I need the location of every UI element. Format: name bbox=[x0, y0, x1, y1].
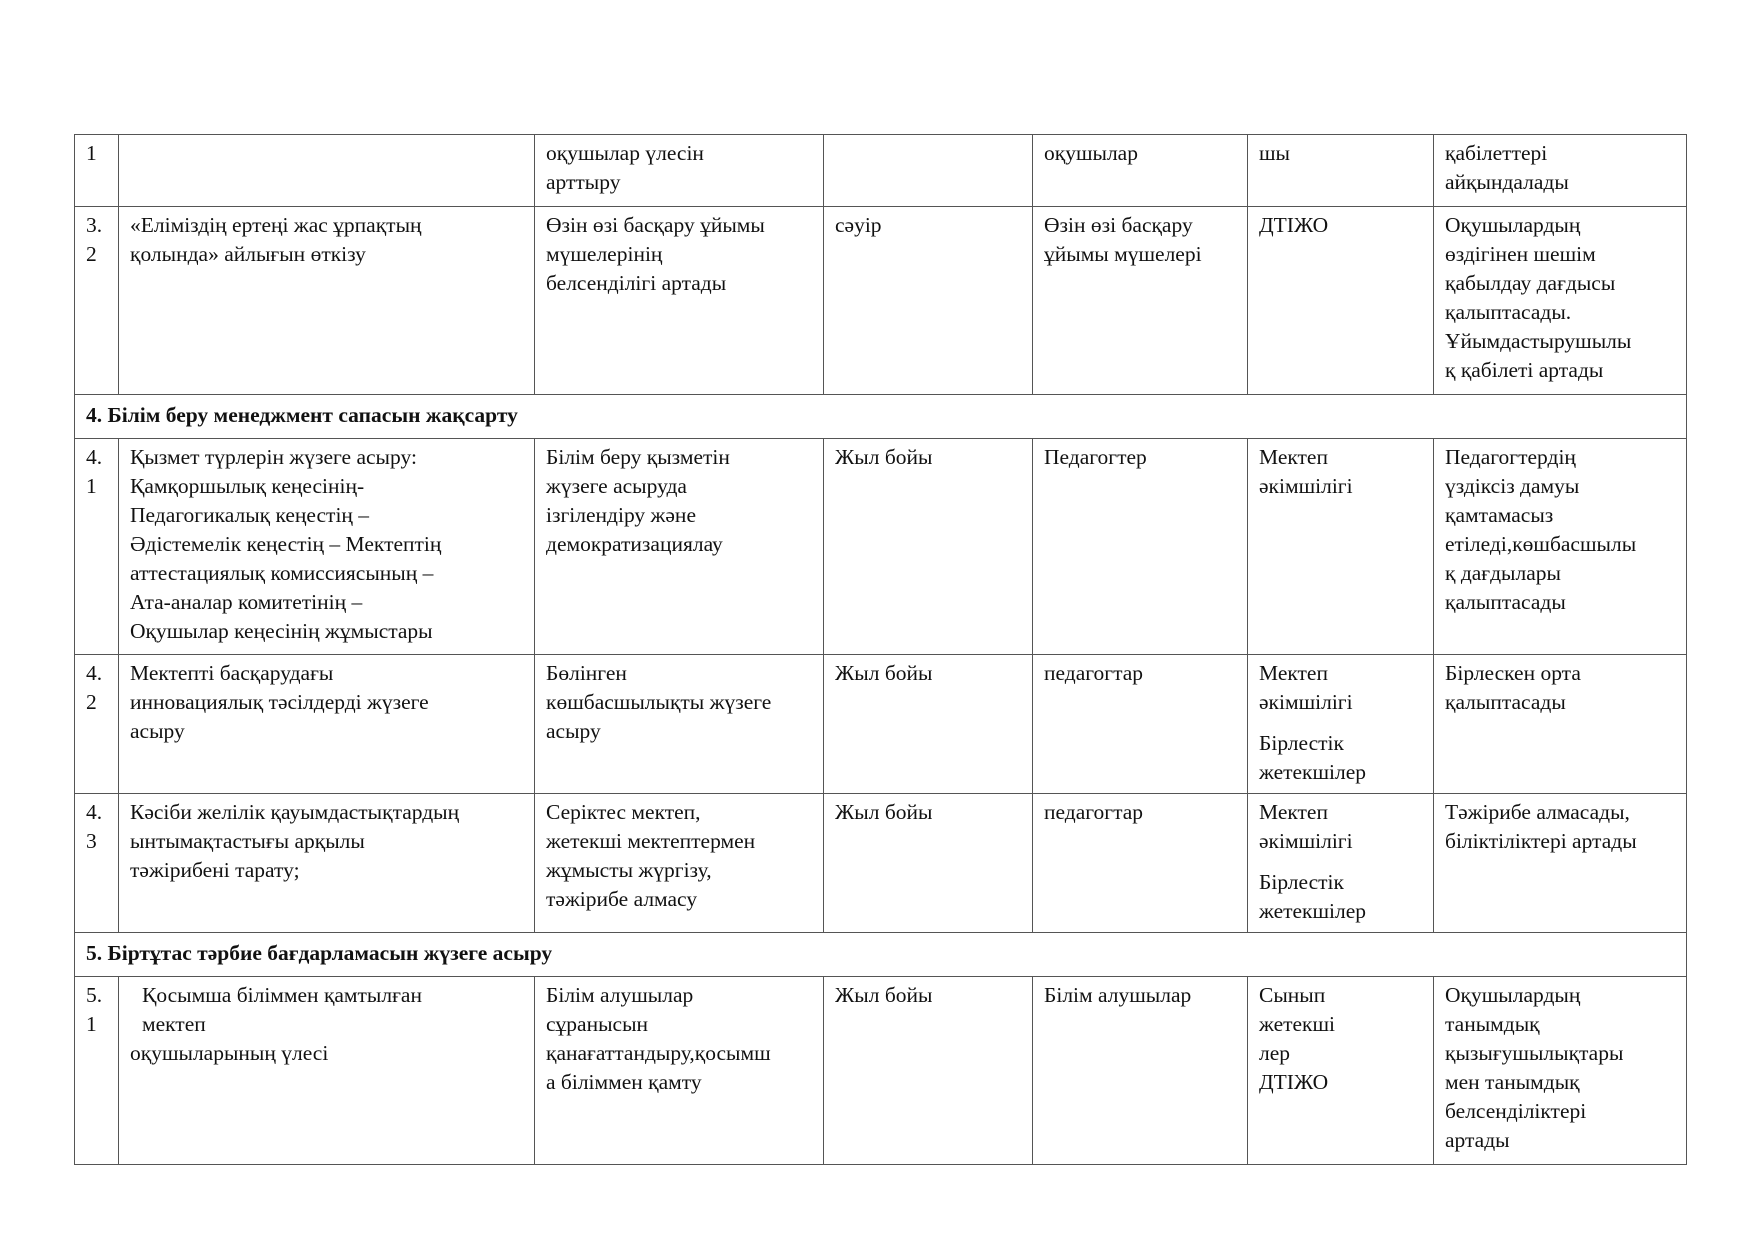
result-cell: Бірлескен орта қалыптасады bbox=[1434, 655, 1687, 794]
table-row bbox=[75, 135, 1687, 207]
section-title: 4. Білім беру менеджмент сапасын жақсарту bbox=[75, 395, 1687, 439]
table-row bbox=[75, 439, 1687, 655]
responsible-cell: Мектеп әкімшілігі Бірлестік жетекшілер bbox=[1248, 655, 1434, 794]
section-title: 5. Біртұтас тәрбие бағдарламасын жүзеге асыру bbox=[75, 933, 1687, 977]
result-cell: Педагогтердің үздіксіз дамуы қамтамасыз етіледі,көшбасшылы қ дағдылары қалыптасады bbox=[1434, 439, 1687, 655]
event-cell: Кәсіби желілік қауымдастықтардың ынтымақтастығы арқылы тәжірибені тарату; bbox=[119, 794, 535, 933]
time-cell: сәуір bbox=[824, 207, 1033, 395]
participants-cell: педагогтар bbox=[1033, 655, 1248, 794]
participants-cell: Өзін өзі басқару ұйымы мүшелері bbox=[1033, 207, 1248, 395]
section-header-row bbox=[75, 395, 1687, 439]
row-number: 1 bbox=[75, 135, 119, 207]
participants-cell: Педагогтер bbox=[1033, 439, 1248, 655]
time-cell: Жыл бойы bbox=[824, 977, 1033, 1165]
result-cell: Тәжірибе алмасады, біліктіліктері артады bbox=[1434, 794, 1687, 933]
event-cell: Мектепті басқарудағы инновациялық тәсілдерді жүзеге асыру bbox=[119, 655, 535, 794]
participants-cell: педагогтар bbox=[1033, 794, 1248, 933]
section-header-row bbox=[75, 933, 1687, 977]
goal-cell: Өзін өзі басқару ұйымы мүшелерінің белсенділігі артады bbox=[535, 207, 824, 395]
participants-cell: оқушылар bbox=[1033, 135, 1248, 207]
result-cell: Оқушылардың өздігінен шешім қабылдау дағдысы қалыптасады. Ұйымдастырушылы қ қабілеті артады bbox=[1434, 207, 1687, 395]
goal-cell: Білім алушылар сұранысын қанағаттандыру,қосымш а біліммен қамту bbox=[535, 977, 824, 1165]
table-row bbox=[75, 794, 1687, 933]
row-number: 5. 1 bbox=[75, 977, 119, 1165]
goal-cell: Серіктес мектеп, жетекші мектептермен жұмысты жүргізу, тәжірибе алмасу bbox=[535, 794, 824, 933]
responsible-cell: Мектеп әкімшілігі Бірлестік жетекшілер bbox=[1248, 794, 1434, 933]
responsible-cell: шы bbox=[1248, 135, 1434, 207]
time-cell: Жыл бойы bbox=[824, 794, 1033, 933]
event-cell bbox=[119, 135, 535, 207]
responsible-cell: ДТІЖО bbox=[1248, 207, 1434, 395]
responsible-cell: Мектеп әкімшілігі bbox=[1248, 439, 1434, 655]
result-cell: қабілеттері айқындалады bbox=[1434, 135, 1687, 207]
result-cell: Оқушылардың танымдық қызығушылықтары мен танымдық белсенділіктері артады bbox=[1434, 977, 1687, 1165]
table-row bbox=[75, 977, 1687, 1165]
responsible-cell: Сынып жетекші лер ДТІЖО bbox=[1248, 977, 1434, 1165]
participants-cell: Білім алушылар bbox=[1033, 977, 1248, 1165]
table-row bbox=[75, 207, 1687, 395]
time-cell: Жыл бойы bbox=[824, 439, 1033, 655]
event-cell: Қызмет түрлерін жүзеге асыру: Қамқоршылық кеңесінің- Педагогикалық кеңестің – Әдістемелік кеңестің – Мектептің аттестациялық комиссиясының – Ата-аналар комитетінің – Оқушылар кеңесінің жұмыстары bbox=[119, 439, 535, 655]
goal-cell: Білім беру қызметін жүзеге асыруда ізгілендіру және демократизациялау bbox=[535, 439, 824, 655]
row-number: 4. 3 bbox=[75, 794, 119, 933]
goal-cell: Бөлінген көшбасшылықты жүзеге асыру bbox=[535, 655, 824, 794]
event-cell: Қосымша біліммен қамтылған мектеп оқушыларының үлесі bbox=[119, 977, 535, 1165]
time-cell bbox=[824, 135, 1033, 207]
time-cell: Жыл бойы bbox=[824, 655, 1033, 794]
row-number: 4. 1 bbox=[75, 439, 119, 655]
table-row bbox=[75, 655, 1687, 794]
row-number: 4. 2 bbox=[75, 655, 119, 794]
goal-cell: оқушылар үлесін арттыру bbox=[535, 135, 824, 207]
plan-table bbox=[74, 134, 1687, 1165]
event-cell: «Еліміздің ертеңі жас ұрпақтың қолында» айлығын өткізу bbox=[119, 207, 535, 395]
row-number: 3. 2 bbox=[75, 207, 119, 395]
